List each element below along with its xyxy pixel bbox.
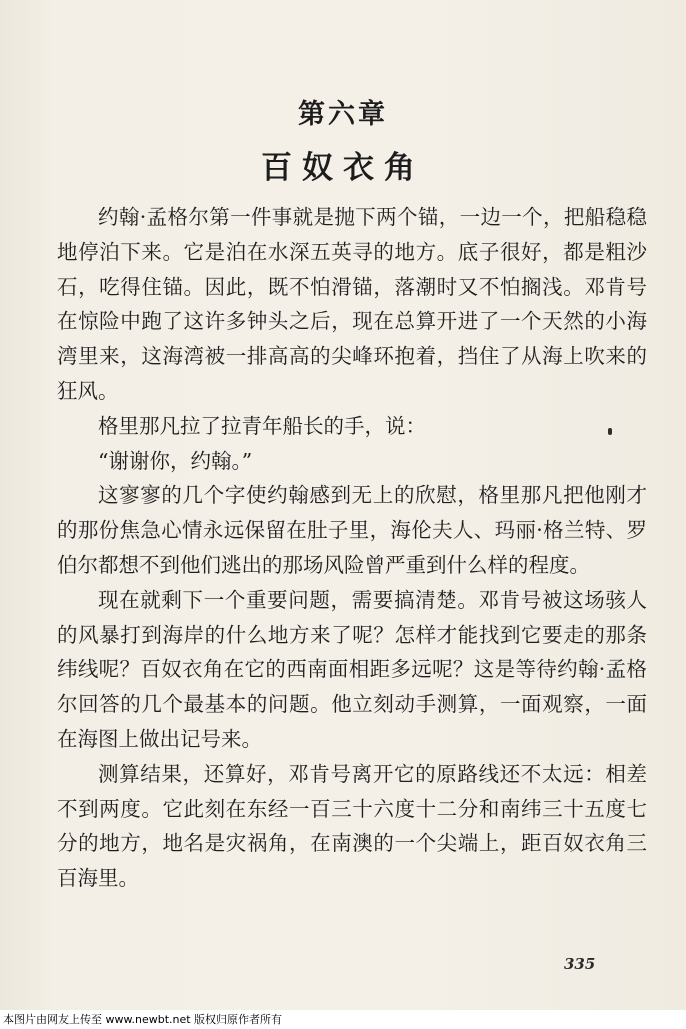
paragraph: 现在就剩下一个重要问题，需要搞清楚。邓肯号被这场骇人的风暴打到海岸的什么地方来了呢？怎样才能找到它要走的那条纬线呢？百奴衣角在它的西南面相距多远呢？这是等待约翰·孟格尔回答的几个最基本的问题。他立刻动手测算，一面观察，一面在海图上做出记号来。 bbox=[57, 587, 647, 751]
watermark-footer: 本图片由网友上传至 www.newbt.net 版权归原作者所有 bbox=[0, 1010, 686, 1029]
paragraph: “谢谢你，约翰。” bbox=[98, 448, 253, 473]
paragraph: 测算结果，还算好，邓肯号离开它的原路线还不太远：相差不到两度。它此刻在东经一百三十六度十二分和南纬三十五度七分的地方，地名是灾祸角，在南澳的一个尖端上，距百奴衣角三百海里。 bbox=[57, 761, 647, 891]
chapter-title: 百奴衣角 bbox=[261, 150, 425, 186]
chapter-body bbox=[57, 200, 647, 896]
paragraph: 格里那凡拉了拉青年船长的手，说： bbox=[98, 413, 426, 438]
paragraph: 约翰·孟格尔第一件事就是抛下两个锚，一边一个，把船稳稳地停泊下来。它是泊在水深五英寻的地方。底子很好，都是粗沙石，吃得住锚。因此，既不怕滑锚，落潮时又不怕搁浅。邓肯号在惊险中跑了这许多钟头之后，现在总算开进了一个天然的小海湾里来，这海湾被一排高高的尖峰环抱着，挡住了从海上吹来的狂风。 bbox=[57, 205, 647, 403]
chapter-number: 第六章 bbox=[298, 99, 388, 130]
page-number: 335 bbox=[564, 955, 596, 973]
paragraph: 这寥寥的几个字使约翰感到无上的欣慰，格里那凡把他刚才的那份焦急心情永远保留在肚子里，海伦夫人、玛丽·格兰特、罗伯尔都想不到他们逃出的那场风险曾严重到什么样的程度。 bbox=[57, 483, 647, 577]
ink-spot bbox=[608, 428, 612, 435]
